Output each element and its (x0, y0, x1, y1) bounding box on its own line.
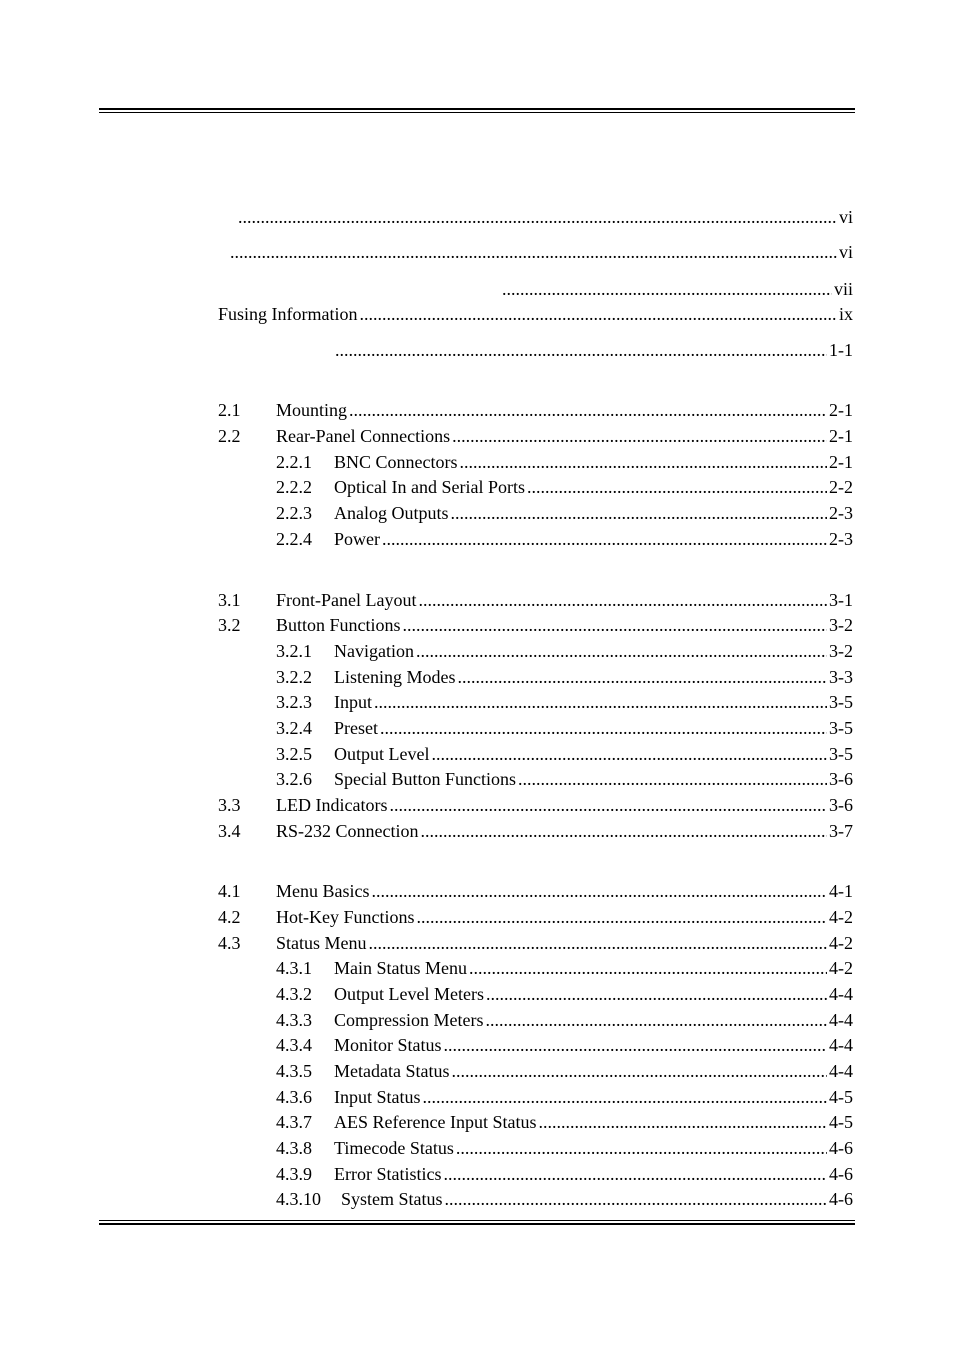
toc-subsection-title: Navigation (334, 641, 414, 661)
toc-subsection-entry[interactable] (276, 503, 853, 523)
toc-subsection-page: 4-4 (829, 1061, 853, 1081)
toc-leader-dots (421, 821, 828, 841)
toc-leader-dots (403, 615, 827, 635)
toc-subsection-entry[interactable] (276, 1112, 853, 1132)
toc-leader-dots (389, 795, 827, 815)
toc-subsection-title: Main Status Menu (334, 958, 467, 978)
toc-section-entry[interactable] (218, 907, 853, 927)
toc-section-entry[interactable] (218, 590, 853, 610)
toc-leader-dots (452, 426, 827, 446)
toc-subsection-entry[interactable] (276, 641, 853, 661)
toc-section-title: RS-232 Connection (276, 821, 419, 841)
toc-section-page: 3-7 (829, 821, 853, 841)
toc-subsection-title: Special Button Functions (334, 769, 516, 789)
toc-subsection-entry[interactable] (276, 477, 853, 497)
toc-subsection-number: 4.3.4 (276, 1035, 312, 1055)
toc-leader-dots (486, 984, 827, 1004)
toc-section-entry[interactable] (218, 933, 853, 953)
toc-subsection-page: 4-4 (829, 1010, 853, 1030)
toc-subsection-entry[interactable] (276, 958, 853, 978)
toc-leader-dots (349, 400, 827, 420)
toc-section-page: 4-2 (829, 907, 853, 927)
toc-leader-dots (374, 692, 827, 712)
toc-section-entry[interactable] (218, 615, 853, 635)
toc-subsection-entry[interactable] (276, 1035, 853, 1055)
toc-subsection-title: Error Statistics (334, 1164, 442, 1184)
toc-section-number: 2.1 (218, 400, 241, 420)
toc-subsection-page: 4-5 (829, 1112, 853, 1132)
toc-section-entry[interactable] (218, 795, 853, 815)
footer-rule-thick (99, 1223, 855, 1225)
toc-subsection-entry[interactable] (276, 744, 853, 764)
toc-section-page: 4-1 (829, 881, 853, 901)
toc-subsection-page: 4-6 (829, 1164, 853, 1184)
toc-subsection-entry[interactable] (276, 452, 853, 472)
toc-subsection-number: 4.3.6 (276, 1087, 312, 1107)
toc-subsection-number: 3.2.2 (276, 667, 312, 687)
toc-leader-dots (456, 1138, 827, 1158)
toc-entry-title: Fusing Information (218, 304, 358, 324)
toc-subsection-number: 2.2.3 (276, 503, 312, 523)
toc-subsection-page: 3-3 (829, 667, 853, 687)
toc-entry-page: vi (838, 242, 853, 262)
toc-subsection-entry[interactable] (276, 1138, 853, 1158)
toc-subsection-title: Preset (334, 718, 378, 738)
toc-subsection-number: 4.3.3 (276, 1010, 312, 1030)
toc-subsection-page: 4-4 (829, 1035, 853, 1055)
toc-subsection-title: Power (334, 529, 380, 549)
toc-section-title: Hot-Key Functions (276, 907, 415, 927)
toc-subsection-entry[interactable] (276, 1164, 853, 1184)
toc-section-entry[interactable] (218, 426, 853, 446)
toc-subsection-title: BNC Connectors (334, 452, 458, 472)
toc-entry-page: ix (838, 304, 853, 324)
toc-subsection-entry[interactable] (276, 667, 853, 687)
toc-subsection-title: Output Level (334, 744, 430, 764)
toc-subsection-number: 3.2.1 (276, 641, 312, 661)
toc-subsection-page: 3-5 (829, 692, 853, 712)
toc-subsection-page: 4-4 (829, 984, 853, 1004)
toc-leader-dots (369, 933, 827, 953)
toc-entry[interactable] (236, 207, 853, 227)
toc-subsection-number: 4.3.2 (276, 984, 312, 1004)
toc-subsection-number: 3.2.5 (276, 744, 312, 764)
toc-section-number: 3.3 (218, 795, 241, 815)
header-rule-thin (99, 112, 855, 113)
toc-section-title: Front-Panel Layout (276, 590, 417, 610)
toc-section-number: 2.2 (218, 426, 241, 446)
toc-subsection-title: Input (334, 692, 372, 712)
toc-subsection-entry[interactable] (276, 984, 853, 1004)
toc-subsection-number: 4.3.7 (276, 1112, 312, 1132)
toc-section-page: 3-6 (829, 795, 853, 815)
toc-subsection-entry[interactable] (276, 769, 853, 789)
toc-entry-page: vii (833, 279, 853, 299)
toc-subsection-page: 4-2 (829, 958, 853, 978)
toc-leader-dots (460, 452, 828, 472)
toc-entry-page: 1-1 (829, 340, 853, 360)
toc-subsection-page: 4-5 (829, 1087, 853, 1107)
toc-section-title: Mounting (276, 400, 348, 420)
toc-leader-dots (469, 958, 827, 978)
toc-section-number: 4.3 (218, 933, 241, 953)
toc-leader-dots (451, 1061, 827, 1081)
toc-leader-dots (372, 881, 828, 901)
toc-subsection-entry[interactable] (276, 718, 853, 738)
toc-leader-dots (238, 207, 837, 227)
toc-leader-dots (418, 590, 827, 610)
toc-subsection-entry[interactable] (276, 692, 853, 712)
toc-subsection-entry[interactable] (276, 529, 853, 549)
toc-leader-dots (518, 769, 827, 789)
toc-subsection-title: Input Status (334, 1087, 421, 1107)
toc-section-page: 3-2 (829, 615, 853, 635)
toc-subsection-entry[interactable] (276, 1087, 853, 1107)
toc-entry[interactable] (228, 242, 853, 262)
toc-subsection-number: 4.3.5 (276, 1061, 312, 1081)
toc-subsection-title: Compression Meters (334, 1010, 484, 1030)
toc-subsection-number: 4.3.9 (276, 1164, 312, 1184)
toc-subsection-title: Metadata Status (334, 1061, 450, 1081)
toc-section-title: Status Menu (276, 933, 367, 953)
toc-leader-dots (538, 1112, 827, 1132)
toc-leader-dots (444, 1035, 827, 1055)
toc-subsection-entry[interactable] (276, 1010, 853, 1030)
toc-subsection-page: 3-2 (829, 641, 853, 661)
footer-rule-thin (99, 1220, 855, 1221)
toc-leader-dots (335, 340, 827, 360)
toc-subsection-number: 2.2.4 (276, 529, 312, 549)
toc-subsection-entry[interactable] (276, 1189, 853, 1209)
toc-subsection-title: Output Level Meters (334, 984, 484, 1004)
toc-leader-dots (445, 1189, 827, 1209)
toc-section-title: Button Functions (276, 615, 401, 635)
toc-subsection-page: 4-6 (829, 1189, 853, 1209)
toc-subsection-number: 4.3.1 (276, 958, 312, 978)
toc-section-number: 3.2 (218, 615, 241, 635)
toc-leader-dots (431, 744, 827, 764)
toc-entry[interactable] (218, 304, 853, 324)
toc-section-title: Rear-Panel Connections (276, 426, 451, 446)
toc-subsection-page: 2-1 (829, 452, 853, 472)
toc-section-title: Menu Basics (276, 881, 370, 901)
toc-subsection-entry[interactable] (276, 1061, 853, 1081)
toc-subsection-page: 4-6 (829, 1138, 853, 1158)
toc-subsection-page: 2-2 (829, 477, 853, 497)
toc-subsection-title: Optical In and Serial Ports (334, 477, 525, 497)
toc-section-number: 4.2 (218, 907, 241, 927)
toc-subsection-title: Monitor Status (334, 1035, 442, 1055)
toc-leader-dots (360, 304, 837, 324)
toc-subsection-page: 2-3 (829, 503, 853, 523)
toc-entry[interactable] (333, 340, 853, 360)
toc-leader-dots (458, 667, 828, 687)
toc-leader-dots (485, 1010, 827, 1030)
toc-leader-dots (502, 279, 832, 299)
header-rule-thick (99, 108, 855, 110)
toc-leader-dots (416, 641, 827, 661)
toc-subsection-title: System Status (341, 1189, 443, 1209)
toc-subsection-number: 2.2.1 (276, 452, 312, 472)
toc-subsection-number: 3.2.4 (276, 718, 312, 738)
toc-section-page: 2-1 (829, 400, 853, 420)
toc-subsection-number: 2.2.2 (276, 477, 312, 497)
toc-entry[interactable] (500, 279, 853, 299)
toc-subsection-title: Timecode Status (334, 1138, 454, 1158)
toc-leader-dots (423, 1087, 827, 1107)
toc-section-entry[interactable] (218, 881, 853, 901)
toc-leader-dots (417, 907, 828, 927)
toc-section-entry[interactable] (218, 821, 853, 841)
toc-section-page: 2-1 (829, 426, 853, 446)
toc-subsection-number: 3.2.3 (276, 692, 312, 712)
toc-subsection-page: 3-5 (829, 718, 853, 738)
toc-section-entry[interactable] (218, 400, 853, 420)
toc-entry-page: vi (838, 207, 853, 227)
toc-subsection-number: 4.3.10 (276, 1189, 321, 1209)
toc-section-number: 4.1 (218, 881, 241, 901)
toc-section-page: 3-1 (829, 590, 853, 610)
toc-subsection-number: 4.3.8 (276, 1138, 312, 1158)
toc-leader-dots (382, 529, 827, 549)
toc-section-number: 3.4 (218, 821, 241, 841)
toc-section-number: 3.1 (218, 590, 241, 610)
toc-leader-dots (451, 503, 828, 523)
toc-section-title: LED Indicators (276, 795, 388, 815)
toc-subsection-page: 2-3 (829, 529, 853, 549)
toc-subsection-page: 3-6 (829, 769, 853, 789)
toc-subsection-number: 3.2.6 (276, 769, 312, 789)
toc-subsection-title: AES Reference Input Status (334, 1112, 537, 1132)
toc-leader-dots (380, 718, 827, 738)
toc-section-page: 4-2 (829, 933, 853, 953)
toc-leader-dots (230, 242, 837, 262)
toc-subsection-page: 3-5 (829, 744, 853, 764)
toc-subsection-title: Analog Outputs (334, 503, 449, 523)
toc-leader-dots (443, 1164, 827, 1184)
toc-leader-dots (527, 477, 827, 497)
toc-subsection-title: Listening Modes (334, 667, 456, 687)
